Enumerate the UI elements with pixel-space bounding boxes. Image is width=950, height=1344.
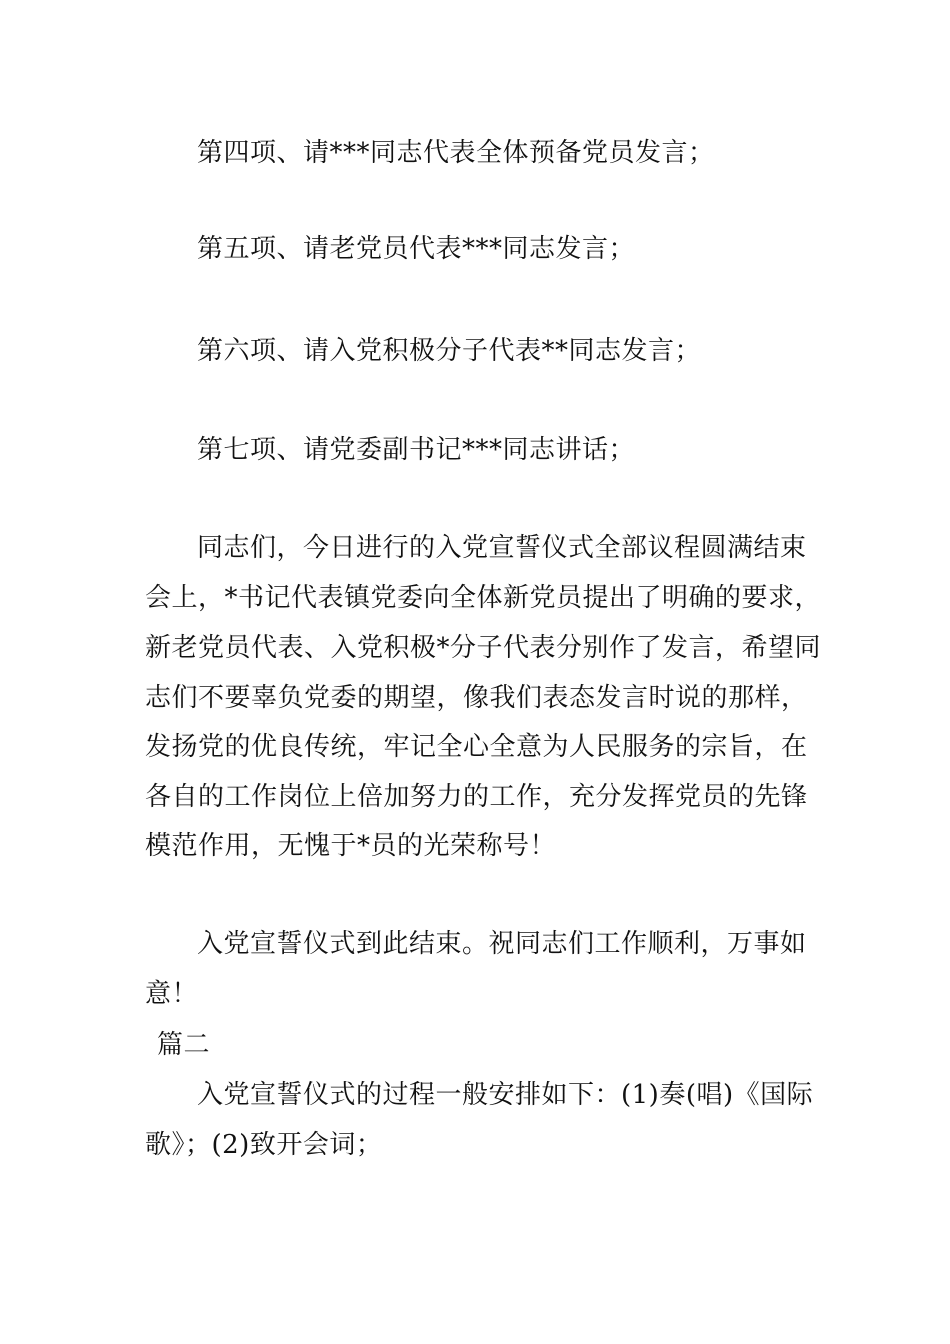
summary-line-4: 志们不要辜负党委的期望，像我们表态发言时说的那样， [145, 683, 808, 713]
summary-line-1: 同志们，今日进行的入党宣誓仪式全部议程圆满结束 [197, 533, 807, 563]
agenda-item-5: 第五项、请老党员代表***同志发言； [197, 234, 636, 264]
closing-line-1: 入党宣誓仪式到此结束。祝同志们工作顺利，万事如 [197, 929, 807, 959]
summary-line-3: 新老党员代表、入党积极*分子代表分别作了发言，希望同 [145, 633, 822, 663]
summary-line-5: 发扬党的优良传统，牢记全心全意为人民服务的宗旨，在 [145, 732, 808, 762]
agenda-item-6: 第六项、请入党积极分子代表**同志发言； [197, 336, 702, 366]
closing-line-2: 意！ [145, 979, 199, 1009]
section-line-1: 入党宣誓仪式的过程一般安排如下：(1)奏(唱)《国际 [197, 1080, 814, 1110]
agenda-item-4: 第四项、请***同志代表全体预备党员发言； [197, 138, 715, 168]
section-line-2: 歌》；(2)致开会词； [145, 1130, 383, 1160]
section-heading: 篇二 [157, 1030, 211, 1060]
summary-line-6: 各自的工作岗位上倍加努力的工作，充分发挥党员的先锋 [145, 782, 808, 812]
summary-line-2: 会上，*书记代表镇党委向全体新党员提出了明确的要求， [145, 583, 822, 613]
agenda-item-7: 第七项、请党委副书记***同志讲话； [197, 435, 636, 465]
summary-line-7: 模范作用，无愧于*员的光荣称号！ [145, 831, 557, 861]
